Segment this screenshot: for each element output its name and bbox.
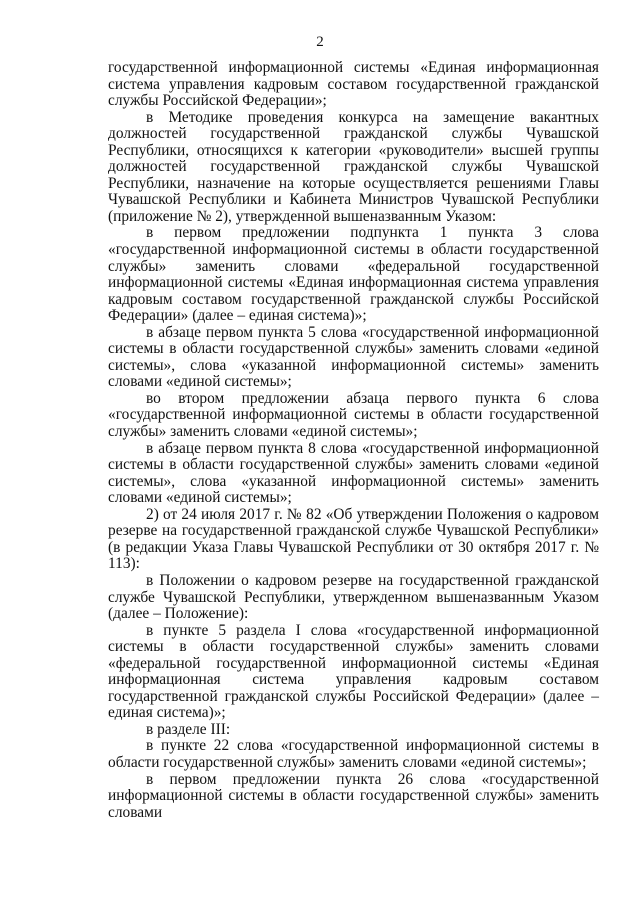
paragraph-8: в Положении о кадровом резерве на государственной гражданской службе Чувашской Республики, утвержденном вышеназванным Указом (далее – Положение): <box>108 571 599 623</box>
paragraph-3: в первом предложении подпункта 1 пункта 3 слова «государственной информационной системы в области государственной службы» заменить словами «федеральной государственной информационной системы «Единая информационная система управления кадровым составом государственной гражданской службы Российской Федерации» (далее – единая система)»; <box>108 224 599 325</box>
paragraph-5: во втором предложении абзаца первого пункта 6 слова «государственной информационной системы в области государственной службы» заменить словами «единой системы»; <box>108 389 599 441</box>
paragraph-7: 2) от 24 июля 2017 г. № 82 «Об утверждении Положения о кадровом резерве на государственной гражданской службе Чувашской Республики» (в редакции Указа Главы Чувашской Республики от 30 октября 2017 г. № 113): <box>108 505 599 573</box>
document-body <box>108 60 599 821</box>
paragraph-1: государственной информационной системы «Единая информационная система управления кадровым составом государственной гражданской службы Российской Федерации»; <box>108 59 599 110</box>
paragraph-10: в разделе III: <box>146 720 231 738</box>
paragraph-11: в пункте 22 слова «государственной информационной системы в области государственной службы» заменить словами «единой системы»; <box>108 737 599 771</box>
paragraph-9: в пункте 5 раздела I слова «государственной информационной системы в области государственной службы» заменить словами «федеральной государственной информационной системы «Единая информационная система управления кадровым составом государственной гражданской службы Российской Федерации» (далее – единая система)»; <box>108 621 599 722</box>
paragraph-4: в абзаце первом пункта 5 слова «государственной информационной системы в области государственной службы» заменить словами «единой системы», слова «указанной информационной системы» заменить словами «единой системы»; <box>108 323 599 391</box>
paragraph-12: в первом предложении пункта 26 слова «государственной информационной системы в области государственной службы» заменить словами <box>108 770 599 821</box>
page-number: 2 <box>316 34 324 50</box>
paragraph-6: в абзаце первом пункта 8 слова «государственной информационной системы в области государственной службы» заменить словами «единой системы», слова «указанной информационной системы» заменить словами «единой системы»; <box>108 439 599 507</box>
paragraph-2: в Методике проведения конкурса на замещение вакантных должностей государственной гражданской службы Чувашской Республики, относящихся к категории «руководители» высшей группы должностей государственной гражданской службы Чувашской Республики, назначение на которые осуществляется решениями Главы Чувашской Республики и Кабинета Министров Чувашской Республики (приложение № 2), утвержденной вышеназванным Указом: <box>108 108 599 225</box>
